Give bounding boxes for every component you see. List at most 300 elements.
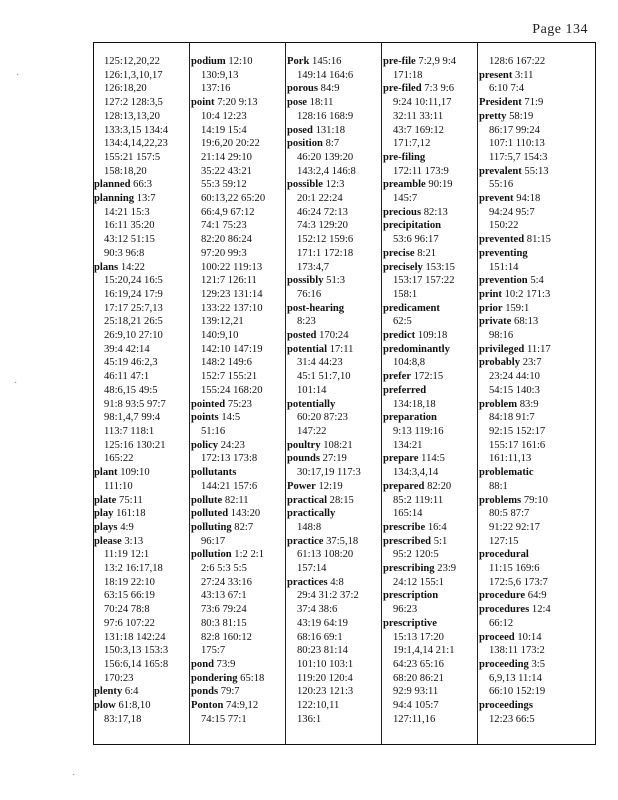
index-continuation (94, 82, 190, 96)
index-refs: 145:16 (312, 56, 342, 67)
index-refs: 6,9,13 11:14 (489, 672, 542, 684)
index-entry (383, 411, 479, 425)
index-entry (94, 685, 190, 699)
index-refs: 171:1 172:18 (297, 247, 354, 259)
index-continuation (94, 644, 190, 658)
index-refs: 100:22 119:13 (201, 261, 263, 273)
index-entry (191, 466, 287, 480)
index-refs: 82:8 160:12 (201, 631, 252, 643)
index-refs: 111:10 (104, 480, 133, 492)
index-continuation (479, 644, 575, 658)
index-term: polluting (191, 521, 232, 533)
index-refs: 43:7 169:12 (393, 124, 444, 136)
index-refs: 175:7 (201, 645, 226, 657)
index-term: prevalent (479, 165, 522, 177)
index-term: planned (94, 179, 131, 191)
index-entry (287, 507, 383, 521)
index-refs: 31:4 44:23 (297, 357, 343, 369)
index-refs: 11:19 12:1 (104, 549, 150, 561)
index-term: predict (383, 330, 416, 342)
index-term: preamble (383, 179, 426, 191)
index-term: posted (287, 330, 317, 342)
index-refs: 4:9 (120, 521, 134, 533)
index-entry (383, 151, 479, 165)
index-continuation (94, 206, 190, 220)
index-refs: 129:23 131:14 (201, 288, 263, 300)
index-refs: 1:2 2:1 (234, 549, 265, 561)
index-refs: 60:13,22 65:20 (201, 193, 266, 205)
index-entry (383, 329, 479, 343)
index-refs: 137:16 (201, 83, 231, 95)
index-continuation (479, 685, 575, 699)
index-entry (287, 82, 383, 96)
index-refs: 108:21 (323, 439, 353, 451)
index-refs: 6:4 (124, 686, 139, 698)
index-refs: 91:8 93:5 97:7 (104, 398, 166, 410)
index-term: porous (287, 83, 319, 95)
index-refs: 171:7,12 (393, 138, 431, 150)
index-term: predicament (383, 302, 440, 314)
index-entry (94, 507, 190, 521)
index-continuation (479, 425, 575, 439)
index-refs: 37:5,18 (326, 535, 359, 547)
index-entry (287, 329, 383, 343)
index-continuation (94, 713, 190, 727)
index-refs: 98:1,4,7 99:4 (104, 412, 161, 424)
index-refs: 172:5,6 173:7 (489, 576, 548, 588)
index-refs: 148:8 (297, 521, 322, 533)
index-term: plate (94, 494, 117, 506)
index-refs: 142:10 147:19 (201, 343, 263, 355)
index-refs: 7:2,9 9:4 (418, 56, 457, 67)
index-refs: 8:21 (417, 247, 437, 259)
index-refs: 155:21 157:5 (104, 151, 161, 163)
index-refs: 133:3,15 134:4 (104, 124, 169, 136)
index-refs: 170:24 (319, 330, 349, 342)
index-refs: 134:4,14,22,23 (104, 138, 168, 150)
index-continuation (479, 480, 575, 494)
index-entry (191, 411, 287, 425)
index-refs: 127:15 (489, 535, 519, 547)
index-refs: 107:1 110:13 (489, 138, 545, 150)
index-continuation (479, 521, 575, 535)
index-continuation (191, 315, 287, 329)
index-refs: 37:4 38:6 (297, 604, 338, 616)
index-term: potentially (287, 398, 336, 410)
index-refs: 90:3 96:8 (104, 247, 145, 259)
index-refs: 151:14 (489, 261, 519, 273)
index-term: plans (94, 261, 119, 273)
index-continuation (94, 439, 190, 453)
index-entry (479, 165, 575, 179)
index-entry (383, 370, 479, 384)
index-refs: 75:11 (119, 494, 143, 506)
index-refs: 16:19,24 17:9 (104, 288, 163, 300)
index-refs: 3:11 (515, 69, 534, 81)
index-continuation (287, 165, 383, 179)
index-refs: 24:12 155:1 (393, 576, 444, 588)
index-refs: 39:4 42:14 (104, 343, 150, 355)
index-refs: 62:5 (393, 316, 412, 328)
index-term: preferred (383, 384, 427, 396)
index-term: practices (287, 576, 328, 588)
index-refs: 131:18 (315, 124, 345, 136)
index-refs: 84:18 91:7 (489, 412, 535, 424)
index-continuation (479, 329, 575, 343)
index-continuation (383, 233, 479, 247)
index-continuation (479, 439, 575, 453)
index-term: prior (479, 302, 503, 314)
index-refs: 143:2,4 146:8 (297, 165, 356, 177)
index-term: print (479, 288, 502, 300)
index-refs: 17:17 25:7,13 (104, 302, 163, 314)
index-continuation (479, 411, 575, 425)
index-continuation (479, 384, 575, 398)
index-term: polluted (191, 508, 229, 520)
index-refs: 14:19 15:4 (201, 124, 247, 136)
index-refs: 13:2 16:17,18 (104, 563, 163, 575)
index-term: podium (191, 56, 226, 67)
index-term: prescribed (383, 535, 432, 547)
index-refs: 172:13 173:8 (201, 453, 258, 465)
index-term: pre-filing (383, 151, 426, 163)
index-continuation (191, 603, 287, 617)
index-continuation (287, 685, 383, 699)
index-entry (383, 302, 479, 316)
index-refs: 55:13 (524, 165, 549, 177)
index-refs: 74:9,12 (226, 700, 259, 712)
index-continuation (287, 644, 383, 658)
index-continuation (287, 151, 383, 165)
index-continuation (479, 206, 575, 220)
index-entry (287, 494, 383, 508)
index-entry (287, 96, 383, 110)
index-refs: 65:18 (240, 672, 265, 684)
index-refs: 114:5 (421, 453, 445, 465)
index-refs: 15:13 17:20 (393, 631, 444, 643)
index-term: Pork (287, 56, 310, 67)
index-refs: 30:17,19 117:3 (297, 467, 361, 479)
index-refs: 54:15 140:3 (489, 384, 540, 396)
index-continuation (479, 178, 575, 192)
index-continuation (383, 137, 479, 151)
index-continuation (287, 466, 383, 480)
scan-speck: · (14, 378, 18, 389)
index-refs: 46:24 72:13 (297, 206, 348, 218)
index-continuation (94, 480, 190, 494)
index-refs: 12:23 66:5 (489, 713, 535, 725)
index-refs: 101:14 (297, 384, 327, 396)
index-continuation (383, 631, 479, 645)
index-term: plays (94, 521, 118, 533)
index-continuation (287, 69, 383, 83)
index-continuation (94, 165, 190, 179)
index-continuation (287, 356, 383, 370)
index-term: potential (287, 343, 328, 355)
index-continuation (287, 219, 383, 233)
index-continuation (383, 507, 479, 521)
index-term: prevention (479, 275, 528, 287)
index-continuation (94, 274, 190, 288)
index-continuation (287, 315, 383, 329)
index-refs: 76:16 (297, 288, 322, 300)
index-refs: 73:6 79:24 (201, 604, 247, 616)
index-entry (479, 96, 575, 110)
index-entry (383, 219, 479, 233)
index-refs: 75:23 (227, 398, 252, 410)
index-term: prescribing (383, 563, 435, 575)
index-continuation (191, 261, 287, 275)
index-term: problematic (479, 467, 534, 479)
index-entry (94, 521, 190, 535)
index-refs: 35:22 43:21 (201, 165, 252, 177)
index-continuation (287, 713, 383, 727)
index-continuation (479, 713, 575, 727)
index-refs: 158:18,20 (104, 165, 147, 177)
index-refs: 11:15 169:6 (489, 563, 540, 575)
index-refs: 92:15 152:17 (489, 425, 546, 437)
index-continuation (383, 356, 479, 370)
index-term: probably (479, 357, 521, 369)
index-refs: 161:18 (116, 508, 146, 520)
scan-speck: · (72, 770, 76, 781)
index-continuation (191, 165, 287, 179)
index-refs: 92:9 93:11 (393, 686, 439, 698)
index-continuation (479, 576, 575, 590)
index-continuation (191, 219, 287, 233)
index-term: please (94, 535, 122, 547)
index-refs: 43:13 67:1 (201, 590, 247, 602)
index-continuation (287, 658, 383, 672)
index-refs: 27:24 33:16 (201, 576, 252, 588)
index-continuation (287, 206, 383, 220)
index-refs: 73:9 (216, 658, 236, 670)
index-term: prepared (383, 480, 425, 492)
index-column-5 (479, 55, 575, 726)
index-entry (479, 699, 575, 713)
index-refs: 61:13 108:20 (297, 549, 354, 561)
index-entry (94, 699, 190, 713)
index-term: pointed (191, 398, 226, 410)
index-continuation (94, 96, 190, 110)
index-continuation (191, 356, 287, 370)
index-refs: 82:20 (427, 480, 452, 492)
index-entry (94, 466, 190, 480)
index-term: pollute (191, 494, 223, 506)
index-continuation (94, 110, 190, 124)
index-continuation (191, 247, 287, 261)
index-refs: 15:20,24 16:5 (104, 275, 163, 287)
index-term: position (287, 138, 323, 150)
index-continuation (191, 192, 287, 206)
index-continuation (383, 439, 479, 453)
index-refs: 53:6 96:17 (393, 234, 439, 246)
index-entry (287, 439, 383, 453)
index-refs: 84:9 (320, 83, 340, 95)
index-continuation (479, 219, 575, 233)
index-entry (191, 507, 287, 521)
index-refs: 96:17 (201, 535, 226, 547)
index-refs: 97:6 107:22 (104, 617, 155, 629)
index-term: pre-file (383, 56, 416, 67)
index-entry (191, 672, 287, 686)
index-frame (93, 42, 596, 745)
index-entry (191, 548, 287, 562)
index-refs: 8:7 (325, 138, 340, 150)
index-continuation (287, 370, 383, 384)
index-continuation (479, 151, 575, 165)
index-continuation (287, 672, 383, 686)
index-refs: 79:10 (523, 494, 548, 506)
index-continuation (383, 425, 479, 439)
index-refs: 19:6,20 20:22 (201, 138, 260, 150)
index-refs: 117:5,7 154:3 (489, 151, 548, 163)
index-refs: 10:2 171:3 (504, 288, 551, 300)
index-continuation (383, 96, 479, 110)
index-continuation (287, 192, 383, 206)
index-refs: 74:1 75:23 (201, 220, 247, 232)
index-entry (383, 535, 479, 549)
index-refs: 156:6,14 165:8 (104, 658, 169, 670)
index-continuation (191, 384, 287, 398)
index-entry (479, 288, 575, 302)
index-refs: 83:17,18 (104, 713, 142, 725)
index-refs: 172:11 173:9 (393, 165, 449, 177)
index-refs: 66:12 (489, 617, 514, 629)
index-continuation (383, 288, 479, 302)
index-continuation (287, 384, 383, 398)
index-refs: 138:11 173:2 (489, 645, 545, 657)
index-continuation (383, 685, 479, 699)
index-refs: 126:18,20 (104, 83, 147, 95)
index-entry (479, 356, 575, 370)
index-term: preparation (383, 412, 437, 424)
index-term: President (479, 97, 522, 109)
index-refs: 26:9,10 27:10 (104, 330, 163, 342)
index-refs: 17:11 (329, 343, 354, 355)
index-term: proceedings (479, 700, 533, 712)
index-entry (383, 343, 479, 357)
index-refs: 96:23 (393, 604, 418, 616)
index-term: point (191, 97, 215, 109)
index-entry (479, 192, 575, 206)
index-continuation (191, 562, 287, 576)
index-refs: 158:1 (393, 288, 418, 300)
index-continuation (383, 69, 479, 83)
index-entry (287, 124, 383, 138)
index-refs: 18:19 22:10 (104, 576, 155, 588)
index-refs: 80:3 81:15 (201, 617, 247, 629)
index-refs: 66:10 152:19 (489, 686, 546, 698)
index-refs: 109:10 (120, 467, 150, 479)
index-term: pre-filed (383, 83, 422, 95)
index-refs: 8:23 (297, 316, 316, 328)
index-continuation (94, 589, 190, 603)
index-refs: 104:8,8 (393, 357, 426, 369)
index-refs: 134:3,4,14 (393, 467, 439, 479)
index-refs: 46:11 47:1 (104, 371, 150, 383)
index-refs: 68:13 (514, 316, 539, 328)
index-entry (479, 548, 575, 562)
index-term: pollution (191, 549, 232, 561)
index-continuation (94, 562, 190, 576)
index-entry (479, 315, 575, 329)
index-entry (479, 494, 575, 508)
index-term: procedural (479, 549, 529, 561)
index-refs: 149:14 164:6 (297, 69, 354, 81)
index-continuation (94, 672, 190, 686)
index-refs: 134:21 (393, 439, 423, 451)
index-entry (479, 466, 575, 480)
index-refs: 11:17 (526, 343, 551, 355)
index-entry (383, 589, 479, 603)
index-refs: 170:23 (104, 672, 134, 684)
index-continuation (191, 576, 287, 590)
index-refs: 91:22 92:17 (489, 521, 540, 533)
index-continuation (191, 178, 287, 192)
index-entry (191, 398, 287, 412)
index-entry (383, 480, 479, 494)
index-refs: 85:2 119:11 (393, 494, 444, 506)
index-term: predominantly (383, 343, 450, 355)
index-entry (383, 617, 479, 631)
index-refs: 80:23 81:14 (297, 645, 348, 657)
index-refs: 60:20 87:23 (297, 412, 348, 424)
index-refs: 70:24 78:8 (104, 604, 150, 616)
index-refs: 6:10 7:4 (489, 83, 525, 95)
index-refs: 150:22 (489, 220, 519, 232)
index-refs: 10:14 (517, 631, 542, 643)
index-entry (383, 247, 479, 261)
index-entry (479, 302, 575, 316)
index-refs: 155:24 168:20 (201, 384, 263, 396)
index-term: proceed (479, 631, 515, 643)
index-refs: 24:23 (220, 439, 245, 451)
index-refs: 64:9 (527, 590, 547, 602)
index-refs: 45:19 46:2,3 (104, 357, 158, 369)
index-continuation (94, 55, 190, 69)
index-refs: 113:7 118:1 (104, 425, 155, 437)
index-entry (479, 274, 575, 288)
index-continuation (191, 617, 287, 631)
index-refs: 94:4 105:7 (393, 700, 439, 712)
index-term: prefer (383, 371, 412, 383)
index-refs: 165:22 (104, 453, 134, 465)
index-refs: 150:3,13 153:3 (104, 645, 169, 657)
index-refs: 23:7 (522, 357, 542, 369)
index-entry (383, 178, 479, 192)
index-continuation (287, 699, 383, 713)
index-continuation (383, 466, 479, 480)
index-term: post-hearing (287, 302, 345, 314)
index-term: pounds (287, 453, 320, 465)
index-term: ponds (191, 686, 219, 698)
index-continuation (94, 69, 190, 83)
index-term: pondering (191, 672, 238, 684)
index-continuation (191, 82, 287, 96)
index-term: procedures (479, 604, 530, 616)
index-continuation (191, 480, 287, 494)
index-continuation (94, 343, 190, 357)
index-refs: 29:4 31:2 37:2 (297, 590, 359, 602)
index-term: prescription (383, 590, 439, 602)
index-refs: 120:23 121:3 (297, 686, 354, 698)
index-continuation (479, 672, 575, 686)
index-refs: 126:1,3,10,17 (104, 69, 163, 81)
index-term: private (479, 316, 512, 328)
index-entry (383, 384, 479, 398)
index-refs: 21:14 29:10 (201, 151, 252, 163)
